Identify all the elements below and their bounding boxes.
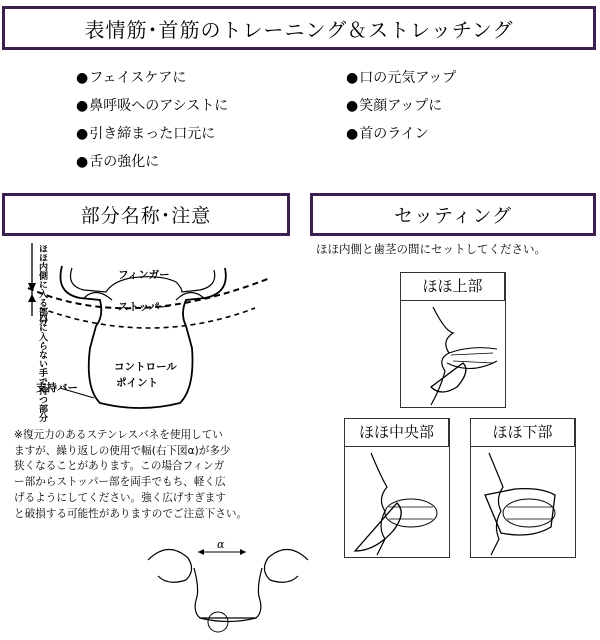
hand-hold-label: 口に入らない手で持つ部分 bbox=[37, 314, 47, 422]
page-title-text: 表情筋･首筋のトレーニング＆ストレッチング bbox=[84, 17, 514, 42]
notice-line: 狭くなることがあります。この場合フィンガ bbox=[14, 460, 225, 473]
mouth-illustration-upper bbox=[401, 301, 505, 407]
finger-label: フィンガー bbox=[118, 269, 170, 281]
setting-panel-upper bbox=[400, 272, 506, 408]
cheek-inside-label: ほほ内側に入る部分 bbox=[37, 244, 47, 325]
notice-line: ※復元力のあるステンレスバネを使用してい bbox=[14, 429, 223, 441]
parts-title-text: 部分名称･注意 bbox=[80, 205, 212, 227]
stopper-label: ストッパー bbox=[118, 301, 171, 313]
list-item: ● 引き締まった口元に bbox=[76, 120, 228, 148]
setting-description: ほほ内側と歯茎の間にセットしてください。 bbox=[316, 242, 546, 256]
mouth-illustration-lower bbox=[471, 447, 575, 557]
control-label-2: ポイント bbox=[116, 377, 158, 389]
notice-line: げるようにしてください。強く広げすぎます bbox=[14, 491, 226, 504]
notice-line: と破損する可能性がありますのでご注意下さい。 bbox=[14, 507, 248, 520]
support-bar-label: 支持バー bbox=[36, 382, 78, 394]
setting-section-title bbox=[310, 193, 596, 236]
list-item: ● 鼻呼吸へのアシストに bbox=[76, 92, 228, 120]
list-item: ● 口の元気アップ bbox=[346, 64, 456, 92]
list-item: ● 首のライン bbox=[346, 120, 456, 148]
setting-panel-lower bbox=[470, 418, 576, 558]
list-item: ● フェイスケアに bbox=[76, 64, 228, 92]
control-label-1: コントロール bbox=[114, 361, 177, 373]
notice-line: ますが、繰り返しの使用で幅(右下図α)が多少 bbox=[14, 444, 231, 457]
panel-label-lower: ほほ下部 bbox=[471, 419, 575, 447]
panel-label-upper: ほほ上部 bbox=[401, 273, 505, 301]
alpha-label: α bbox=[217, 538, 225, 551]
list-item: ● 笑顔アップに bbox=[346, 92, 456, 120]
benefits-list-right bbox=[346, 64, 456, 148]
caution-notice bbox=[14, 428, 294, 522]
page-title bbox=[2, 6, 596, 50]
hands-spreading-illustration bbox=[138, 530, 318, 635]
notice-line: ー部からストッパー部を両手でもち、軽く広 bbox=[14, 476, 226, 489]
panel-label-center: ほほ中央部 bbox=[345, 419, 449, 447]
parts-section-title bbox=[2, 193, 290, 236]
setting-title-text: セッティング bbox=[393, 205, 513, 227]
benefits-list-left bbox=[76, 64, 228, 176]
mouth-illustration-center bbox=[345, 447, 449, 557]
list-item: ● 舌の強化に bbox=[76, 148, 228, 176]
setting-panel-center bbox=[344, 418, 450, 558]
